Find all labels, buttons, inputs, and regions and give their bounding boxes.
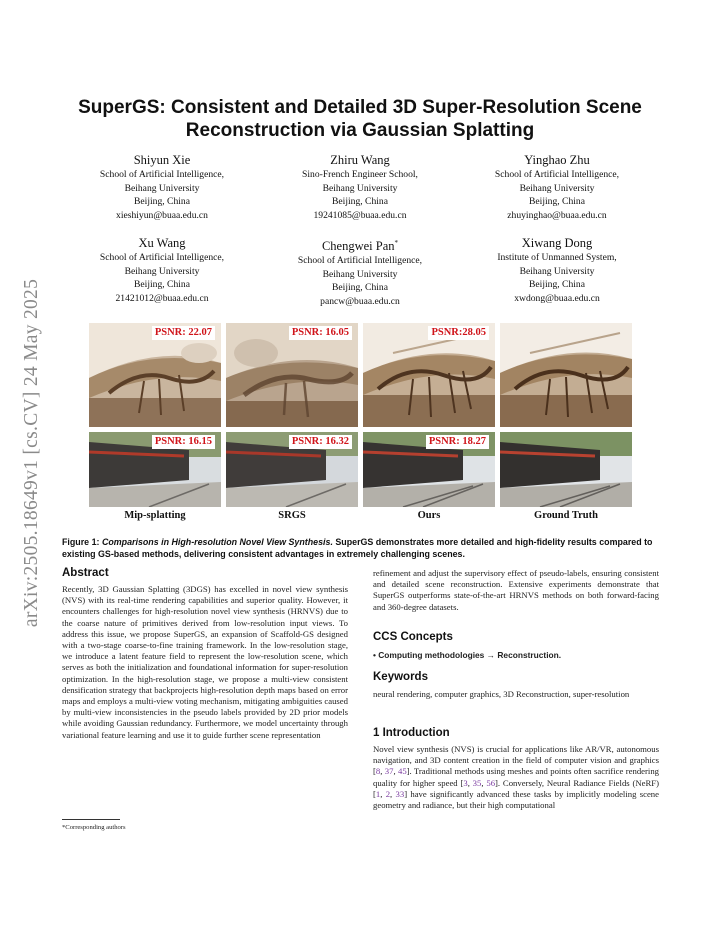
keywords-text: neural rendering, computer graphics, 3D Reconstruction, super-resolution bbox=[373, 689, 630, 699]
figure-caption: Figure 1: Comparisons in High-resolution Novel View Synthesis. SuperGS demonstrates more detailed and high-fidelity results compared to existing GS-based methods, delivering consistent advantages in extremely challenging scenes. bbox=[62, 537, 653, 559]
ccs-heading: CCS Concepts bbox=[373, 631, 453, 643]
psnr-label: PSNR: 16.05 bbox=[289, 326, 352, 340]
psnr-label: PSNR: 22.07 bbox=[152, 326, 215, 340]
citation-link[interactable]: 8 bbox=[375, 766, 381, 777]
citation-link[interactable]: 37 bbox=[384, 766, 394, 777]
intro-text: Novel view synthesis (NVS) is crucial for applications like AR/VR, autonomous navigation, and 3D content creation in the field of computer vision and graphics [8, 37, 45]. Traditional methods using meshes and points often sacrifice rendering quality for higher speed [3, 35, 56]. Conversely, Neural Radiance Fields (NeRF) [1, 2, 33] have significantly advanced these tasks by implicitly modeling scene geometry and radiance, but their high computational bbox=[373, 744, 660, 811]
author-block: Chengwei Pan* School of Artificial Intelligence, Beihang University Beijing, China pancw@buaa.edu.cn bbox=[297, 239, 423, 307]
method-label: Mip-splatting bbox=[124, 510, 186, 521]
figure-image-gt-dino bbox=[500, 323, 632, 427]
paper-title: SuperGS: Consistent and Detailed 3D Super-Resolution Scene Reconstruction via Gaussian Splatting bbox=[78, 97, 642, 141]
figure-image-mip-dino bbox=[89, 323, 221, 427]
figure-image-srgs-train bbox=[226, 432, 358, 507]
citation-link[interactable]: 1 bbox=[375, 788, 381, 799]
figure-image-gt-train bbox=[500, 432, 632, 507]
citation-link[interactable]: 3 bbox=[463, 777, 468, 788]
citation-link[interactable]: 33 bbox=[395, 788, 405, 799]
figure-image-ours-train bbox=[363, 432, 495, 507]
figure-image-mip-train bbox=[89, 432, 221, 507]
psnr-label: PSNR: 18.27 bbox=[426, 435, 489, 449]
footnote: *Corresponding authors bbox=[62, 824, 126, 831]
arxiv-stamp: arXiv:2505.18649v1 [cs.CV] 24 May 2025 bbox=[21, 278, 42, 628]
method-label: Ground Truth bbox=[534, 510, 598, 521]
method-label: SRGS bbox=[278, 510, 306, 521]
author-block: Xiwang Dong Institute of Unmanned System, Beihang University Beijing, China xwdong@buaa.edu.cn bbox=[497, 236, 617, 304]
psnr-label: PSNR: 16.15 bbox=[152, 435, 215, 449]
author-block: Xu Wang School of Artificial Intelligence, Beihang University Beijing, China 21421012@buaa.edu.cn bbox=[99, 236, 225, 304]
footnote-rule bbox=[62, 819, 120, 820]
citation-link[interactable]: 56 bbox=[486, 777, 496, 788]
figure-image-srgs-dino bbox=[226, 323, 358, 427]
citation-link[interactable]: 35 bbox=[472, 777, 482, 788]
abstract-text: Recently, 3D Gaussian Splatting (3DGS) has excelled in novel view synthesis (NVS) with its real-time rendering capabilities and superior quality. However, it encounters challenges for high-resolution novel view synthesis (HRNVS) due to the coarse nature of primitives derived from low-resolution input views. To address this issue, we propose SuperGS, an expansion of Scaffold-GS designed with a two-stage coarse-to-fine training framework. In the low-resolution stage, we introduce a latent feature field to represent the low-resolution scene, which serves as both the initialization and foundational information for super-resolution optimization. In the high-resolution stage, we propose a multi-view consistent densification strategy that backprojects high-resolution depth maps based on error maps and employs a multi-view voting mechanism, mitigating ambiguities caused by multi-view inconsistencies in the pseudo labels provided by 2D prior models while avoiding Gaussian redundancy. Furthermore, we model uncertainty through variational feature learning and use it to guide further scene representation bbox=[62, 584, 348, 740]
psnr-label: PSNR: 16.32 bbox=[289, 435, 352, 449]
author-block: Zhiru Wang Sino-French Engineer School, Beihang University Beijing, China 19241085@buaa.edu.cn bbox=[302, 153, 418, 221]
author-block: Yinghao Zhu School of Artificial Intelligence, Beihang University Beijing, China zhuyinghao@buaa.edu.cn bbox=[494, 153, 620, 221]
method-label: Ours bbox=[417, 510, 441, 521]
intro-heading: 1 Introduction bbox=[373, 727, 450, 739]
abstract-heading: Abstract bbox=[62, 567, 109, 579]
psnr-label: PSNR:28.05 bbox=[428, 326, 489, 340]
abstract-continued: refinement and adjust the supervisory effect of pseudo-labels, ensuring consistent and detailed scene reconstruction. Extensive experiments demonstrate that SuperGS outperforms state-of-the-art HRNVS methods on both forward-facing and 360-degree datasets. bbox=[373, 568, 659, 612]
citation-link[interactable]: 2 bbox=[385, 788, 391, 799]
author-block: Shiyun Xie School of Artificial Intelligence, Beihang University Beijing, China xieshiyun@buaa.edu.cn bbox=[99, 153, 225, 221]
ccs-text: • Computing methodologies → Reconstruction. bbox=[373, 650, 562, 660]
keywords-heading: Keywords bbox=[373, 671, 428, 683]
figure-image-ours-dino bbox=[363, 323, 495, 427]
citation-link[interactable]: 45 bbox=[397, 766, 407, 777]
